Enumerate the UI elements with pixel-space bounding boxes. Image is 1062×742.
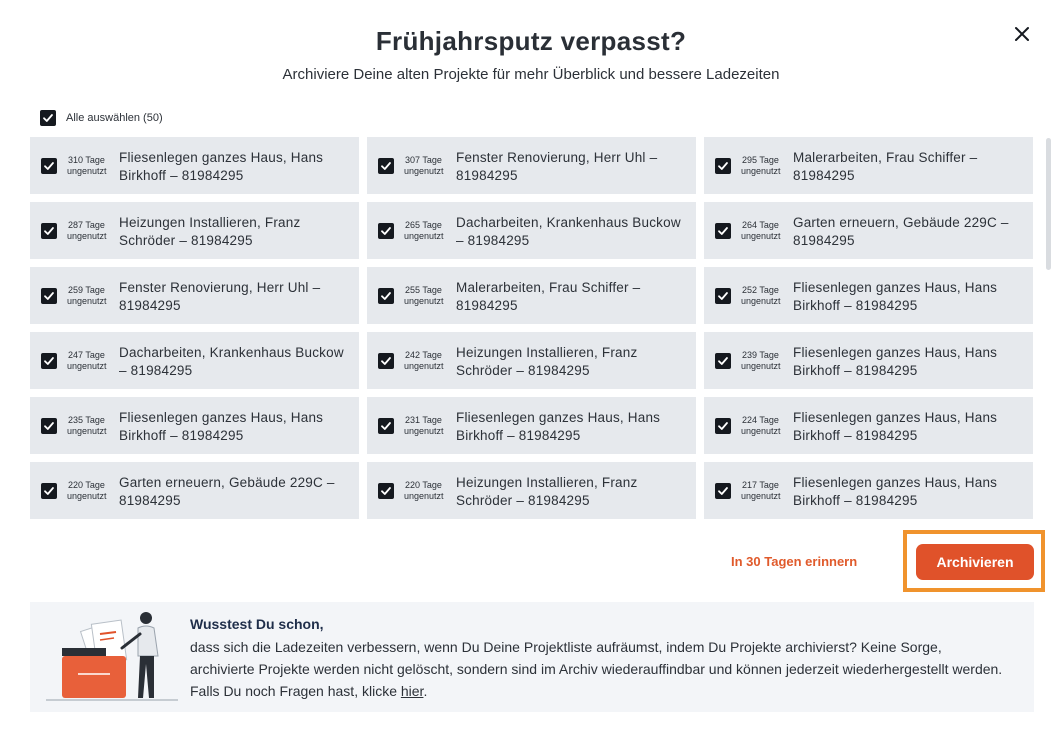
- project-grid: [30, 137, 1034, 523]
- project-card[interactable]: [704, 137, 1033, 194]
- remind-later-link[interactable]: In 30 Tagen erinnern: [731, 554, 858, 569]
- unused-days: [67, 149, 119, 177]
- project-title: Malerarbeiten, Frau Schiffer – 81984295: [456, 280, 641, 313]
- checkmark-icon[interactable]: [41, 418, 57, 434]
- days-unused-label: ungenutzt: [67, 361, 107, 371]
- project-card[interactable]: [704, 462, 1033, 519]
- checkmark-icon[interactable]: [715, 418, 731, 434]
- days-count: 220 Tage: [405, 480, 442, 490]
- project-card[interactable]: [30, 137, 359, 194]
- project-card[interactable]: [367, 202, 696, 259]
- days-unused-label: ungenutzt: [404, 491, 444, 501]
- unused-days: [67, 474, 119, 502]
- days-count: 247 Tage: [68, 350, 105, 360]
- unused-days: [741, 474, 793, 502]
- project-card[interactable]: [30, 462, 359, 519]
- days-count: 295 Tage: [742, 155, 779, 165]
- info-text-body: dass sich die Ladezeiten verbessern, wenn Du Deine Projektliste aufräumst, indem Du Projekte archivierst? Keine Sorge, archivierte Projekte werden nicht gelöscht, sondern sind im Archiv wiederauffindbar und können jederzeit wiederhergestellt werden. Falls Du noch Fragen hast, klicke: [190, 639, 1003, 699]
- project-title: Fliesenlegen ganzes Haus, Hans Birkhoff – 81984295: [456, 410, 661, 443]
- project-card[interactable]: [30, 267, 359, 324]
- days-unused-label: ungenutzt: [741, 166, 781, 176]
- checkmark-icon[interactable]: [41, 223, 57, 239]
- checkmark-icon[interactable]: [378, 483, 394, 499]
- checkmark-icon[interactable]: [378, 353, 394, 369]
- project-title: Heizungen Installieren, Franz Schröder – 81984295: [119, 215, 301, 248]
- project-title: Fliesenlegen ganzes Haus, Hans Birkhoff – 81984295: [793, 475, 998, 508]
- days-unused-label: ungenutzt: [404, 361, 444, 371]
- archive-button[interactable]: Archivieren: [916, 544, 1034, 580]
- info-heading: Wusstest Du schon,: [190, 616, 324, 632]
- unused-days: [741, 279, 793, 307]
- checkmark-icon[interactable]: [715, 158, 731, 174]
- unused-days: [404, 474, 456, 502]
- days-unused-label: ungenutzt: [67, 166, 107, 176]
- days-unused-label: ungenutzt: [741, 296, 781, 306]
- project-title: Heizungen Installieren, Franz Schröder – 81984295: [456, 345, 638, 378]
- days-unused-label: ungenutzt: [67, 491, 107, 501]
- project-title: Fliesenlegen ganzes Haus, Hans Birkhoff – 81984295: [119, 410, 324, 443]
- days-unused-label: ungenutzt: [404, 166, 444, 176]
- unused-days: [404, 409, 456, 437]
- checkmark-icon[interactable]: [378, 288, 394, 304]
- checkmark-icon[interactable]: [715, 288, 731, 304]
- project-card[interactable]: [367, 332, 696, 389]
- unused-days: [404, 214, 456, 242]
- days-count: 307 Tage: [405, 155, 442, 165]
- project-title: Fliesenlegen ganzes Haus, Hans Birkhoff – 81984295: [793, 410, 998, 443]
- checkmark-icon[interactable]: [715, 223, 731, 239]
- unused-days: [67, 214, 119, 242]
- project-title: Dacharbeiten, Krankenhaus Buckow – 81984295: [119, 345, 344, 378]
- unused-days: [67, 344, 119, 372]
- project-card[interactable]: [704, 332, 1033, 389]
- days-count: 310 Tage: [68, 155, 105, 165]
- project-title: Garten erneuern, Gebäude 229C – 81984295: [119, 475, 335, 508]
- unused-days: [741, 409, 793, 437]
- unused-days: [404, 344, 456, 372]
- unused-days: [67, 279, 119, 307]
- checkmark-icon[interactable]: [40, 110, 56, 126]
- project-card[interactable]: [30, 397, 359, 454]
- info-box: [30, 602, 1034, 712]
- days-count: 259 Tage: [68, 285, 105, 295]
- days-count: 255 Tage: [405, 285, 442, 295]
- project-title: Fliesenlegen ganzes Haus, Hans Birkhoff – 81984295: [793, 280, 998, 313]
- project-title: Fenster Renovierung, Herr Uhl – 81984295: [456, 150, 658, 183]
- project-card[interactable]: [367, 267, 696, 324]
- days-unused-label: ungenutzt: [404, 296, 444, 306]
- help-link[interactable]: hier: [400, 683, 424, 699]
- days-unused-label: ungenutzt: [67, 296, 107, 306]
- unused-days: [741, 149, 793, 177]
- project-title: Dacharbeiten, Krankenhaus Buckow – 81984295: [456, 215, 681, 248]
- checkmark-icon[interactable]: [41, 353, 57, 369]
- checkmark-icon[interactable]: [378, 223, 394, 239]
- days-count: 242 Tage: [405, 350, 442, 360]
- checkmark-icon[interactable]: [715, 483, 731, 499]
- project-card[interactable]: [367, 462, 696, 519]
- unused-days: [404, 279, 456, 307]
- modal-subtitle: Archiviere Deine alten Projekte für mehr Überblick und bessere Ladezeiten: [282, 66, 780, 83]
- checkmark-icon[interactable]: [715, 353, 731, 369]
- days-unused-label: ungenutzt: [67, 426, 107, 436]
- project-title: Fenster Renovierung, Herr Uhl – 81984295: [119, 280, 321, 313]
- unused-days: [67, 409, 119, 437]
- select-all-checkbox[interactable]: [40, 110, 163, 126]
- info-text-end: .: [423, 683, 428, 699]
- select-all-label: Alle auswählen (50): [66, 112, 163, 124]
- project-card[interactable]: [30, 202, 359, 259]
- checkmark-icon[interactable]: [378, 158, 394, 174]
- days-count: 252 Tage: [742, 285, 779, 295]
- days-count: 220 Tage: [68, 480, 105, 490]
- project-title: Malerarbeiten, Frau Schiffer – 81984295: [793, 150, 978, 183]
- checkmark-icon[interactable]: [41, 483, 57, 499]
- project-card[interactable]: [367, 397, 696, 454]
- days-unused-label: ungenutzt: [404, 426, 444, 436]
- days-count: 264 Tage: [742, 220, 779, 230]
- days-count: 217 Tage: [742, 480, 779, 490]
- checkmark-icon[interactable]: [41, 158, 57, 174]
- unused-days: [404, 149, 456, 177]
- archive-illustration: [42, 608, 182, 704]
- days-unused-label: ungenutzt: [741, 491, 781, 501]
- unused-days: [741, 214, 793, 242]
- project-card[interactable]: [367, 137, 696, 194]
- project-title: Fliesenlegen ganzes Haus, Hans Birkhoff – 81984295: [119, 150, 324, 183]
- days-count: 235 Tage: [68, 415, 105, 425]
- project-title: Garten erneuern, Gebäude 229C – 81984295: [793, 215, 1009, 248]
- modal-title: Frühjahrsputz verpasst?: [375, 26, 687, 56]
- days-count: 265 Tage: [405, 220, 442, 230]
- days-unused-label: ungenutzt: [741, 361, 781, 371]
- project-card[interactable]: [704, 202, 1033, 259]
- days-unused-label: ungenutzt: [404, 231, 444, 241]
- checkmark-icon[interactable]: [41, 288, 57, 304]
- days-unused-label: ungenutzt: [741, 231, 781, 241]
- project-card[interactable]: [704, 267, 1033, 324]
- checkmark-icon[interactable]: [378, 418, 394, 434]
- scrollbar[interactable]: [1046, 138, 1051, 270]
- project-card[interactable]: [30, 332, 359, 389]
- days-unused-label: ungenutzt: [741, 426, 781, 436]
- days-count: 224 Tage: [742, 415, 779, 425]
- project-title: Heizungen Installieren, Franz Schröder – 81984295: [456, 475, 638, 508]
- project-title: Fliesenlegen ganzes Haus, Hans Birkhoff – 81984295: [793, 345, 998, 378]
- project-card[interactable]: [704, 397, 1033, 454]
- days-unused-label: ungenutzt: [67, 231, 107, 241]
- days-count: 287 Tage: [68, 220, 105, 230]
- info-text: [190, 636, 1010, 702]
- days-count: 231 Tage: [405, 415, 442, 425]
- days-count: 239 Tage: [742, 350, 779, 360]
- unused-days: [741, 344, 793, 372]
